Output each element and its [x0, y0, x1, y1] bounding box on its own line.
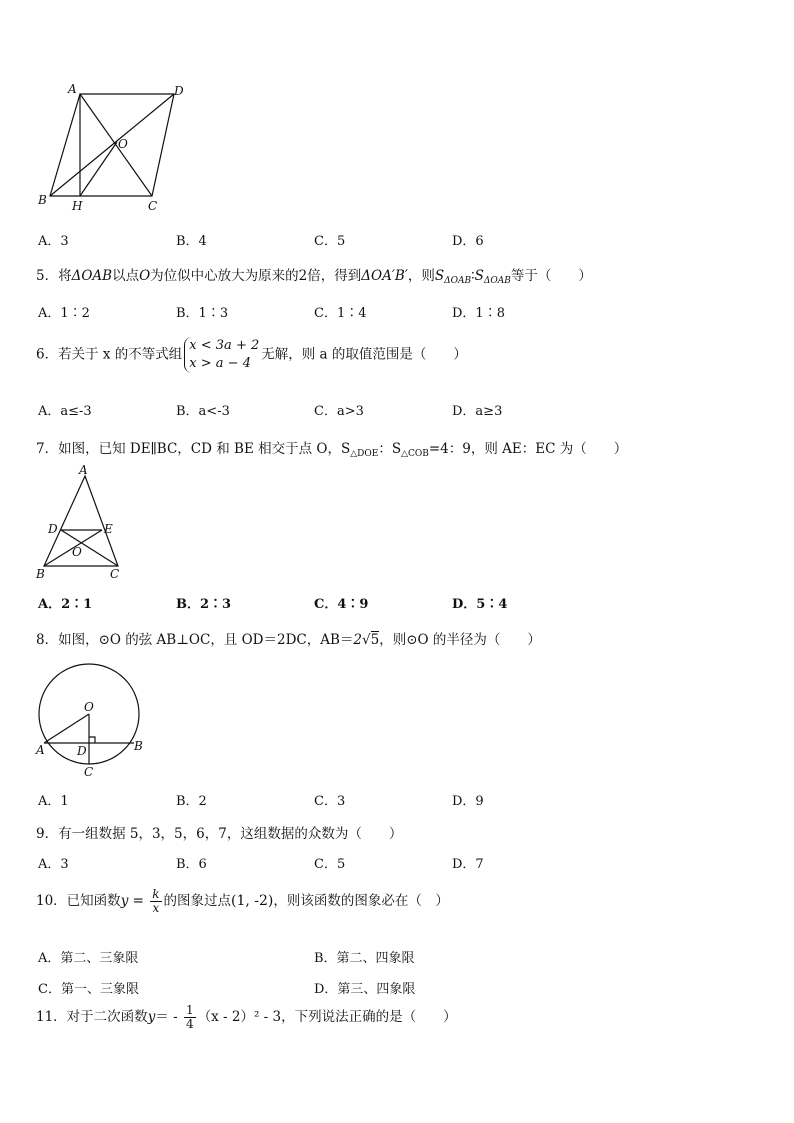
q5-option-c: C．1∶4	[314, 306, 367, 321]
q10-stem	[36, 888, 449, 915]
q5-s1: S	[434, 268, 445, 284]
q11-stem	[36, 1004, 457, 1031]
q7-label-o: O	[72, 545, 82, 559]
q10-t3: ，则该函数的图象必在（ ）	[273, 893, 449, 909]
q8-figure	[30, 658, 160, 783]
q7-label-a: A	[79, 464, 88, 477]
q7-t1: 7．如图，已知 DE∥BC，CD 和 BE 相交于点 O，	[36, 441, 341, 457]
q8-option-c: C．3	[314, 794, 346, 809]
q5-s2: S	[474, 268, 484, 284]
q7-stem	[36, 437, 627, 459]
q8-label-a: A	[36, 743, 45, 757]
q5-option-b: B．1∶3	[176, 306, 229, 321]
q4-option-b: B．4	[176, 234, 207, 249]
q8-sqrt-sign: √	[362, 632, 371, 648]
q5-t4: 倍，得到	[307, 268, 362, 284]
q7-label-b: B	[36, 567, 45, 581]
q5-option-a: A．1∶2	[38, 306, 90, 321]
q8-right-angle-mark	[89, 737, 95, 743]
q5-two: 2	[298, 268, 308, 284]
q4-label-h: H	[72, 199, 83, 213]
q4-figure	[30, 78, 200, 218]
q6-inequality-system	[184, 337, 259, 373]
q8-label-b: B	[134, 739, 143, 753]
q4-option-c: C．5	[314, 234, 346, 249]
q6-post: 无解，则 a 的取值范围是（ ）	[261, 346, 467, 363]
q7-colon: ：	[378, 441, 392, 457]
q7-s2: S	[391, 441, 402, 457]
q11-eq: ＝ -	[155, 1009, 182, 1025]
q11-fraction	[184, 1004, 196, 1031]
q5-t5: ，则	[407, 268, 435, 284]
q5-t1: 将	[58, 268, 72, 284]
q7-option-b: B．2∶3	[176, 597, 232, 612]
q7-label-c: C	[110, 567, 120, 581]
q7-t2: =4：9，则 AE：EC 为（ ）	[428, 441, 628, 457]
q4-option-a: A．3	[38, 234, 69, 249]
q8-label-d: D	[77, 744, 87, 758]
q9-option-a: A．3	[38, 857, 69, 872]
q10-option-a: A．第二、三象限	[38, 951, 139, 966]
q8-label-c: C	[84, 765, 94, 779]
q6-line2: x > a − 4	[189, 356, 251, 371]
q11-y: y	[147, 1009, 156, 1025]
q8-radius-oa	[44, 714, 89, 743]
q10-fraction	[150, 888, 161, 915]
q10-y: y	[120, 893, 129, 909]
q5-s1-sub: ΔOAB	[444, 276, 472, 286]
q4-label-b: B	[38, 193, 47, 207]
q5-s2-sub: ΔOAB	[483, 276, 511, 286]
q11-t2: （x - 2）² - 3，下列说法正确的是（ ）	[197, 1009, 457, 1025]
q5-colon: ∶	[471, 268, 475, 284]
q8-t2: ，则⊙O 的半径为（ ）	[379, 632, 541, 648]
q8-stem	[36, 628, 541, 648]
q8-option-d: D．9	[452, 794, 484, 809]
q8-radicand: 5	[370, 632, 380, 648]
q4-option-d: D．6	[452, 234, 484, 249]
q10-eq: =	[128, 893, 149, 909]
q7-label-e: E	[104, 522, 113, 536]
q10-t1: 10．已知函数	[36, 893, 121, 909]
q4-segment-ho	[80, 142, 117, 196]
q7-figure	[30, 464, 130, 584]
q9-option-d: D．7	[452, 857, 484, 872]
q8-option-b: B．2	[176, 794, 207, 809]
q8-t1: 8．如图，⊙O 的弦 AB⊥OC，且 OD＝2DC，AB＝	[36, 632, 354, 648]
q5-o: O	[139, 268, 151, 284]
q7-option-a: A．2∶1	[38, 597, 93, 612]
q7-s2-sub: △COB	[401, 449, 429, 459]
q5-t6: 等于（ ）	[510, 268, 592, 284]
q5-t3: 为位似中心放大为原来的	[150, 268, 299, 284]
q8-option-a: A．1	[38, 794, 69, 809]
q7-label-d: D	[48, 522, 58, 536]
q7-s1-sub: △DOE	[350, 449, 379, 459]
q8-coef: 2	[353, 632, 363, 648]
q4-label-o: O	[118, 137, 128, 151]
q7-s1: S	[340, 441, 351, 457]
q7-option-d: D．5∶4	[452, 597, 508, 612]
q11-frac-den: 4	[185, 1017, 194, 1031]
q9-stem: 9．有一组数据 5，3，5，6，7，这组数据的众数为（ ）	[36, 826, 403, 842]
q5-option-d: D．1∶8	[452, 306, 505, 321]
q11-frac-num: 1	[185, 1003, 194, 1017]
q5-tri2: ΔOA′B′	[361, 268, 408, 284]
q5-t2: 以点	[112, 268, 140, 284]
q9-option-b: B．6	[176, 857, 207, 872]
q4-label-d: D	[174, 84, 184, 98]
q6-option-d: D．a≥3	[452, 404, 503, 419]
q6-line1: x < 3a + 2	[189, 338, 260, 353]
q7-option-c: C．4∶9	[314, 597, 369, 612]
q10-option-d: D．第三、四象限	[314, 982, 416, 997]
q6-option-c: C．a>3	[314, 404, 364, 419]
q9-option-c: C．5	[314, 857, 346, 872]
q6-option-a: A．a≤-3	[38, 404, 92, 419]
q10-option-c: C．第一、三象限	[38, 982, 139, 997]
q10-point: (1, -2)	[231, 893, 274, 909]
q10-frac-den: x	[152, 901, 160, 915]
q5-tri1: ΔOAB	[71, 268, 113, 284]
q10-option-b: B．第二、四象限	[314, 951, 415, 966]
q6-stem	[36, 337, 467, 373]
q6-option-b: B．a<-3	[176, 404, 230, 419]
q4-label-a: A	[68, 82, 77, 96]
q10-t2: 的图象过点	[163, 893, 232, 909]
q10-frac-num: k	[152, 887, 160, 901]
q11-t1: 11．对于二次函数	[36, 1009, 148, 1025]
q5-stem	[36, 264, 592, 286]
q8-label-o: O	[84, 700, 94, 714]
q4-label-c: C	[148, 199, 158, 213]
q5-num: 5．	[36, 268, 59, 284]
q6-pre: 6．若关于 x 的不等式组	[36, 346, 183, 363]
